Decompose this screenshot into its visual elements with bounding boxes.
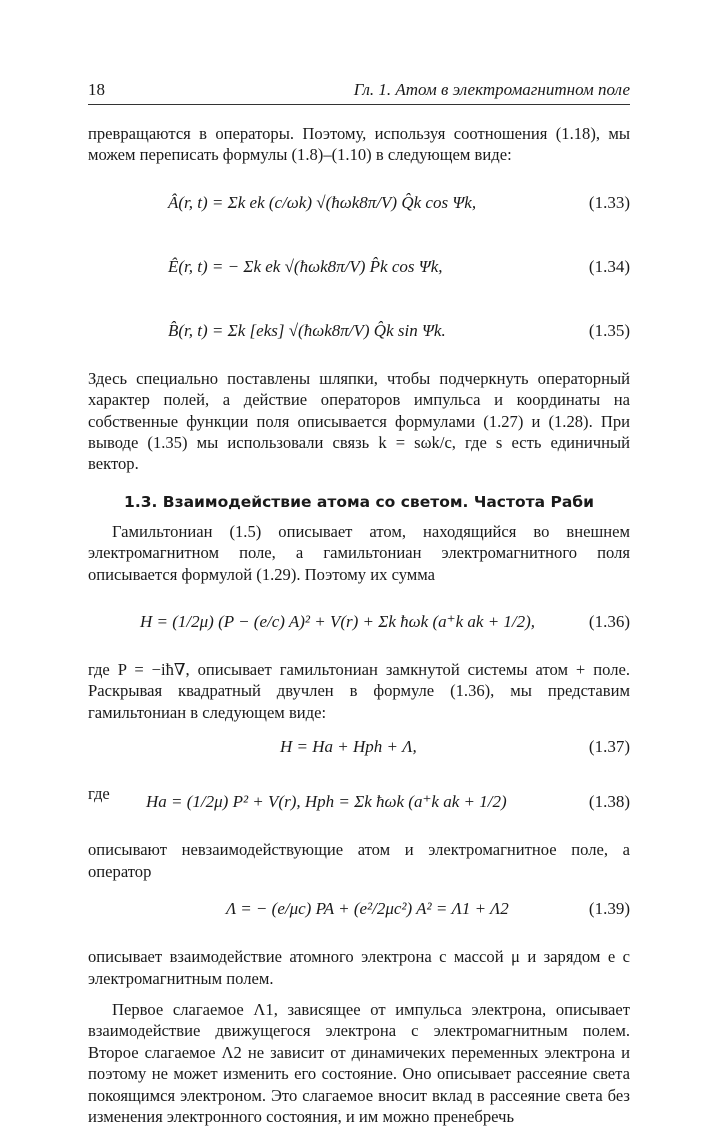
equation-1-33 (88, 176, 630, 230)
where-label: где (88, 784, 110, 804)
paragraph-describe: описывают невзаимодействующие атом и электромагнитное поле, а оператор (88, 840, 630, 881)
paragraph-interaction: описывает взаимодействие атомного электрона с массой μ и зарядом e с электромагнитным полем. (88, 947, 630, 988)
equation-formula: Â(r, t) = Σk ek (c/ωk) √(ħωk8π/V) Q̂k cos Ψk, (168, 192, 477, 212)
paragraph-intro: превращаются в операторы. Поэтому, используя соотношения (1.18), мы можем переписать формулы (1.8)–(1.10) в следующем виде: (88, 124, 630, 165)
equation-formula: Λ = − (e/μc) PA + (e²/2μc²) A² = Λ1 + Λ2 (226, 899, 509, 919)
paragraph-hats: Здесь специально поставлены шляпки, чтобы подчеркнуть операторный характер полей, а действие операторов импульса и координаты на собственные функции поля описывается формулами (1.27) и (1.28). При выводе (1.35) мы использовали связь k = sωk/c, где s есть единичный вектор. (88, 368, 630, 474)
equation-number: (1.37) (588, 737, 630, 757)
equation-number: (1.34) (588, 256, 630, 276)
equation-1-34 (88, 240, 630, 294)
equation-formula: Ê(r, t) = − Σk ek √(ħωk8π/V) P̂k cos Ψk, (168, 256, 443, 276)
equation-number: (1.39) (588, 899, 630, 919)
equation-1-39 (88, 882, 630, 936)
equation-formula: H = Ha + Hph + Λ, (280, 737, 417, 757)
running-title: Гл. 1. Атом в электромагнитном поле (353, 80, 630, 99)
section-title: 1.3. Взаимодействие атома со светом. Частота Раби (124, 492, 594, 511)
equation-number: (1.38) (588, 792, 630, 812)
equation-formula: B̂(r, t) = Σk [eks] √(ħωk8π/V) Q̂k sin Ψk. (168, 320, 446, 340)
equation-number: (1.35) (588, 320, 630, 340)
paragraph-first-term: Первое слагаемое Λ1, зависящее от импульса электрона, описывает взаимодействие движущегося электрона с электромагнитным полем. Второе слагаемое Λ2 не зависит от динамичеких переменных электрона и поэтому не может изменить его состояние. Оно описывает рассеяние света покоящимся электроном. Это слагаемое вносит вклад в рассеяние света без изменения электронного состояния, и им можно пренебречь (88, 999, 630, 1126)
running-head (88, 78, 630, 105)
equation-1-35 (88, 304, 630, 358)
page (88, 78, 630, 1127)
equation-1-37 (88, 733, 630, 761)
equation-1-38 (88, 775, 630, 829)
paragraph-hamiltonian: Гамильтониан (1.5) описывает атом, находящийся во внешнем электромагнитном поле, а гамильтониан электромагнитного поля описывается формулой (1.29). Поэтому их сумма (88, 521, 630, 584)
equation-1-36 (88, 595, 630, 649)
equation-number: (1.33) (588, 192, 630, 212)
page-number: 18 (88, 80, 105, 99)
equation-formula: Ha = (1/2μ) P² + V(r), Hph = Σk ħωk (a⁺k ak + 1/2) (146, 792, 507, 812)
paragraph-where-p: где P = −iħ∇, описывает гамильтониан замкнутой системы атом + поле. Раскрывая квадратный двучлен в формуле (1.36), мы представим гамильтониан в следующем виде: (88, 660, 630, 722)
equation-number: (1.36) (588, 612, 630, 632)
equation-formula: H = (1/2μ) (P − (e/c) A)² + V(r) + Σk ħωk (a⁺k ak + 1/2), (140, 612, 536, 632)
